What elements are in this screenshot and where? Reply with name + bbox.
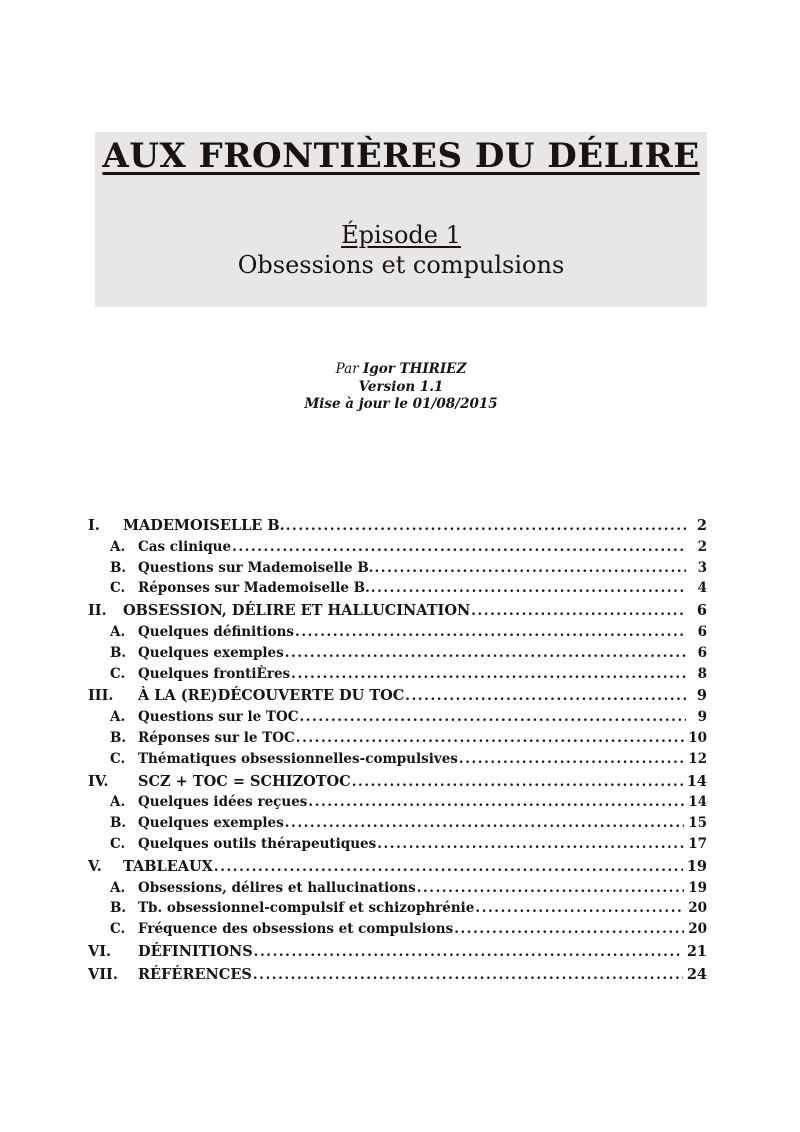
toc-leader-dots [374,558,686,579]
toc-entry-page: 6 [697,623,707,640]
updated-line: Mise à jour le 01/08/2015 [304,396,498,412]
toc-subentry [88,813,707,834]
toc-entry-page: 4 [697,580,707,597]
toc-entry-label: Quelques frontiÈres [138,665,291,682]
toc-entry-number: B. [110,729,127,746]
toc-entry-page: 9 [697,709,707,726]
toc-subentry [88,622,707,643]
toc-entry-page: 6 [697,644,707,661]
toc-leader-dots [471,601,686,622]
document-subtitle: Obsessions et compulsions [237,251,565,279]
toc-entry-number: II. [88,602,107,620]
toc-entry-page: 14 [686,772,707,790]
toc-leader-dots [417,878,685,899]
toc-entry-number: V. [88,857,102,875]
toc-leader-dots [285,813,684,834]
toc-subentry [88,749,707,770]
toc-entry-number: IV. [88,772,109,790]
title-banner [95,132,707,307]
toc-entry-page: 19 [688,879,707,896]
table-of-contents [88,516,707,986]
toc-entry-label: Réponses sur Mademoiselle B. [138,580,370,597]
toc-entry-label: Quelques outils thérapeutiques [138,835,377,852]
toc-entry-page: 8 [697,665,707,682]
toc-entry-label: À LA (RE)DÉCOUVERTE DU TOC [138,687,405,705]
toc-leader-dots [253,965,683,986]
toc-entry-label: Quelques exemples [138,644,284,661]
author-line [95,361,707,379]
toc-entry-number: C. [110,665,126,682]
toc-entry-page: 15 [688,815,707,832]
toc-subentry [88,878,707,899]
toc-entry-label: TABLEAUX [123,857,213,875]
toc-entry-number: A. [110,538,126,555]
toc-leader-dots [214,857,683,878]
toc-entry-label: Quelques définitions [138,623,295,640]
toc-entry-label: Tb. obsessionnel-compulsif et schizophrénie [138,900,475,917]
toc-entry-number: C. [110,835,126,852]
toc-entry-page: 2 [697,538,707,555]
author-block [95,361,707,414]
toc-subentry [88,898,707,919]
author-name: Igor THIRIEZ [362,361,467,377]
toc-entry-number: III. [88,687,114,705]
toc-entry-page: 20 [688,921,707,938]
toc-entry-label: Questions sur Mademoiselle B. [138,559,374,576]
toc-entry-page: 20 [688,900,707,917]
toc-entry [88,772,707,793]
document-title: AUX FRONTIÈRES DU DÉLIRE [102,136,700,176]
toc-entry-number: C. [110,580,126,597]
toc-subentry [88,578,707,599]
toc-entry-number: B. [110,815,127,832]
toc-leader-dots [232,537,686,558]
toc-entry-label: OBSESSION, DÉLIRE ET HALLUCINATION [123,602,471,620]
toc-entry-page: 14 [688,794,707,811]
toc-entry-number: A. [110,709,126,726]
author-prefix: Par [335,361,363,377]
episode-title: Épisode 1 [341,221,461,249]
toc-leader-dots [285,643,686,664]
toc-leader-dots [295,622,686,643]
toc-entry-label: DÉFINITIONS [138,942,253,960]
toc-leader-dots [308,792,684,813]
toc-entry [88,942,707,963]
toc-entry-label: Quelques idées reçues [138,794,308,811]
toc-entry-label: Questions sur le TOC [138,709,299,726]
toc-subentry [88,792,707,813]
toc-leader-dots [377,834,684,855]
toc-entry-number: A. [110,879,126,896]
toc-subentry [88,558,707,579]
toc-leader-dots [371,578,686,599]
toc-entry [88,516,707,537]
toc-entry-label: Fréquence des obsessions et compulsions [138,921,454,938]
toc-entry-page: 3 [697,559,707,576]
toc-entry-number: B. [110,644,127,661]
toc-subentry [88,643,707,664]
toc-entry-number: I. [88,517,100,534]
toc-entry-label: Réponses sur le TOC [138,729,295,746]
toc-entry-page: 6 [696,602,707,620]
toc-leader-dots [459,749,684,770]
toc-leader-dots [299,707,686,728]
toc-entry-number: C. [110,750,126,767]
toc-entry-page: 10 [688,729,707,746]
toc-entry [88,686,707,707]
toc-leader-dots [254,942,683,963]
toc-subentry [88,664,707,685]
toc-entry-number: VI. [88,942,112,960]
toc-leader-dots [286,516,686,537]
toc-entry-number: VII. [88,965,118,983]
toc-leader-dots [454,919,684,940]
toc-leader-dots [291,664,686,685]
toc-entry-label: Cas clinique [138,538,232,555]
toc-entry-number: B. [110,900,127,917]
toc-leader-dots [352,772,683,793]
toc-entry-number: B. [110,559,127,576]
toc-entry-page: 12 [688,750,707,767]
toc-entry [88,965,707,986]
toc-entry-page: 19 [686,857,707,875]
toc-entry-page: 2 [696,517,707,534]
toc-subentry [88,834,707,855]
toc-subentry [88,919,707,940]
toc-entry-label: RÉFÉRENCES [138,965,252,983]
toc-entry-label: MADEMOISELLE B. [123,517,285,534]
toc-entry [88,857,707,878]
toc-entry-label: SCZ + TOC = SCHIZOTOC [138,772,351,790]
toc-entry-page: 9 [696,687,707,705]
toc-entry-number: C. [110,921,126,938]
toc-entry-page: 21 [686,942,707,960]
toc-entry-label: Thématiques obsessionnelles-compulsives [138,750,458,767]
toc-leader-dots [475,898,684,919]
toc-subentry [88,728,707,749]
toc-leader-dots [296,728,684,749]
toc-leader-dots [405,686,686,707]
toc-entry-number: A. [110,794,126,811]
toc-subentry [88,537,707,558]
toc-entry [88,601,707,622]
toc-entry-page: 17 [688,835,707,852]
toc-entry-label: Quelques exemples [138,815,284,832]
toc-entry-label: Obsessions, délires et hallucinations [138,879,416,896]
version-line: Version 1.1 [358,378,444,395]
toc-entry-page: 24 [686,965,707,983]
toc-subentry [88,707,707,728]
toc-entry-number: A. [110,623,126,640]
